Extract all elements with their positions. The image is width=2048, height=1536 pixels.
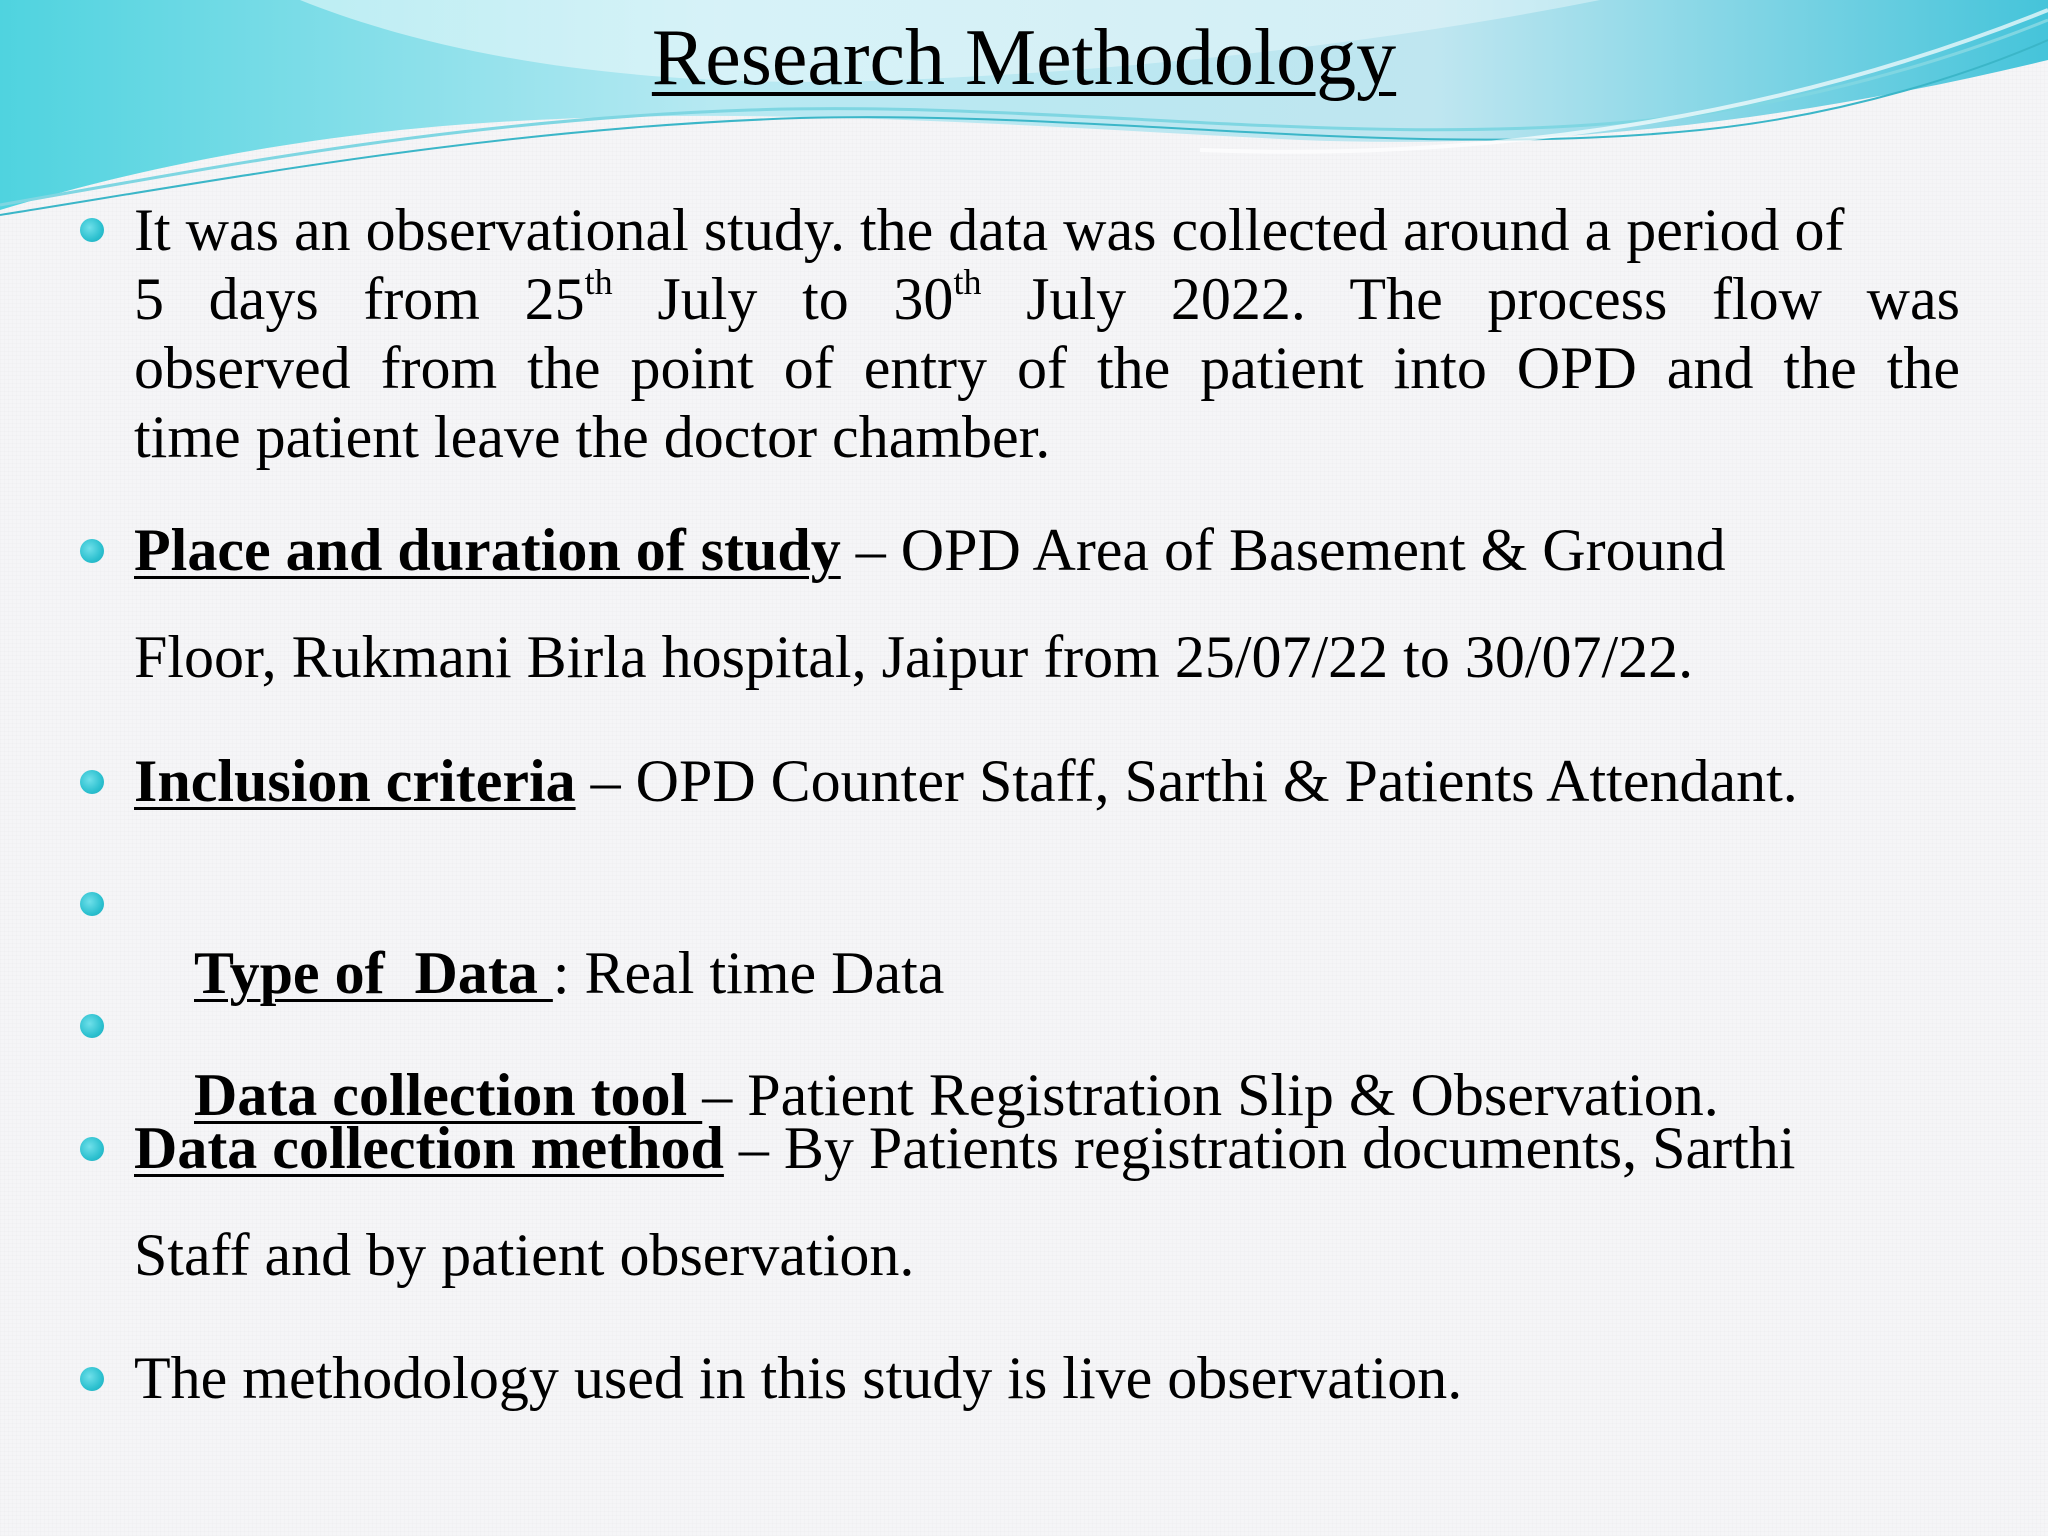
place-duration-text: – OPD Area of Basement & Ground bbox=[840, 517, 1726, 583]
type-of-data-text: : Real time Data bbox=[552, 940, 945, 1006]
superscript-th-2: th bbox=[953, 262, 982, 302]
data-collection-tool-label: Data collection tool bbox=[194, 1062, 703, 1128]
place-duration-continued: Floor, Rukmani Birla hospital, Jaipur from 25/07/22 to 30/07/22. bbox=[134, 624, 1694, 690]
inclusion-criteria-text: – OPD Counter Staff, Sarthi & Patients Attendant. bbox=[575, 748, 1798, 814]
data-collection-method-continued: Staff and by patient observation. bbox=[134, 1222, 915, 1288]
intro-line-2-a: 5 days from 25 bbox=[134, 266, 585, 332]
place-duration-label: Place and duration of study bbox=[134, 517, 841, 583]
intro-paragraph bbox=[134, 196, 1960, 472]
data-collection-method-label: Data collection method bbox=[134, 1115, 724, 1181]
intro-line-3: observed from the point of entry of the patient into OPD and the the bbox=[134, 335, 1960, 401]
data-collection-method-text: – By Patients registration documents, Sarthi bbox=[723, 1115, 1796, 1181]
bullet-icon bbox=[80, 1014, 104, 1038]
place-duration-item bbox=[134, 515, 1960, 585]
inclusion-criteria-item bbox=[134, 746, 1960, 816]
intro-line-2-b: July to 30 bbox=[612, 266, 954, 332]
bullet-icon bbox=[80, 892, 104, 916]
type-of-data-label: Type of Data bbox=[194, 940, 553, 1006]
superscript-th-1: th bbox=[584, 262, 613, 302]
bullet-icon bbox=[80, 1137, 104, 1161]
bullet-icon bbox=[80, 218, 104, 242]
intro-line-2 bbox=[134, 262, 1960, 334]
data-collection-method-item bbox=[134, 1113, 1960, 1183]
intro-line-4: time patient leave the doctor chamber. bbox=[134, 404, 1051, 470]
bullet-icon bbox=[80, 539, 104, 563]
closing-statement: The methodology used in this study is live observation. bbox=[134, 1345, 1463, 1411]
slide-title: Research Methodology bbox=[651, 14, 1397, 102]
bullet-icon bbox=[80, 770, 104, 794]
data-collection-tool-text: – Patient Registration Slip & Observation. bbox=[702, 1062, 1719, 1128]
intro-line-2-c: July 2022. The process flow was bbox=[981, 266, 1960, 332]
intro-line-1: It was an observational study. the data was collected around a period of bbox=[134, 197, 1845, 263]
bullet-icon bbox=[80, 1367, 104, 1391]
inclusion-criteria-label: Inclusion criteria bbox=[134, 748, 576, 814]
